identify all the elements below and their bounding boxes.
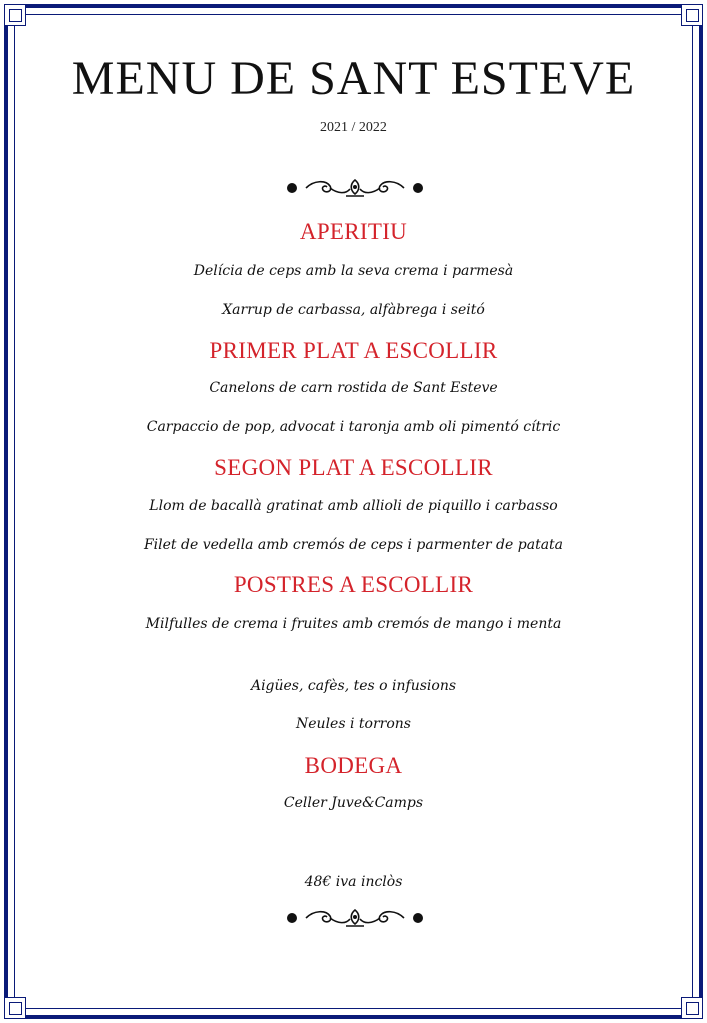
section-heading-postres: POSTRES A ESCOLLIR (233, 572, 474, 597)
dish-item: Milfulles de crema i fruites amb cremós de mango i menta (145, 616, 562, 632)
wine-item: Celler Juve&Camps (283, 795, 424, 811)
menu-price: 48€ iva inclòs (304, 874, 403, 890)
dish-item: Xarrup de carbassa, alfàbrega i seitó (222, 302, 485, 318)
section-heading-aperitiu: APERITIU (299, 219, 408, 244)
section-heading-primer-plat: PRIMER PLAT A ESCOLLIR (209, 338, 498, 363)
scroll-flourish-icon (284, 176, 426, 200)
section-heading-bodega: BODEGA (304, 753, 403, 778)
section-heading-segon-plat: SEGON PLAT A ESCOLLIR (214, 455, 493, 480)
dish-item: Filet de vedella amb cremós de ceps i parmenter de patata (143, 537, 564, 553)
dish-item: Carpaccio de pop, advocat i taronja amb oli pimentó cítric (146, 419, 561, 435)
dish-item: Delícia de ceps amb la seva crema i parmesà (193, 263, 514, 279)
dish-item: Llom de bacallà gratinat amb allioli de piquillo i carbasso (149, 498, 558, 514)
extra-item: Neules i torrons (296, 716, 411, 732)
menu-years: 2021 / 2022 (320, 120, 387, 135)
dish-item: Canelons de carn rostida de Sant Esteve (209, 380, 498, 396)
scroll-flourish-icon (284, 906, 426, 930)
extra-item: Aigües, cafès, tes o infusions (250, 678, 457, 694)
menu-title: MENU DE SANT ESTEVE (71, 52, 636, 105)
